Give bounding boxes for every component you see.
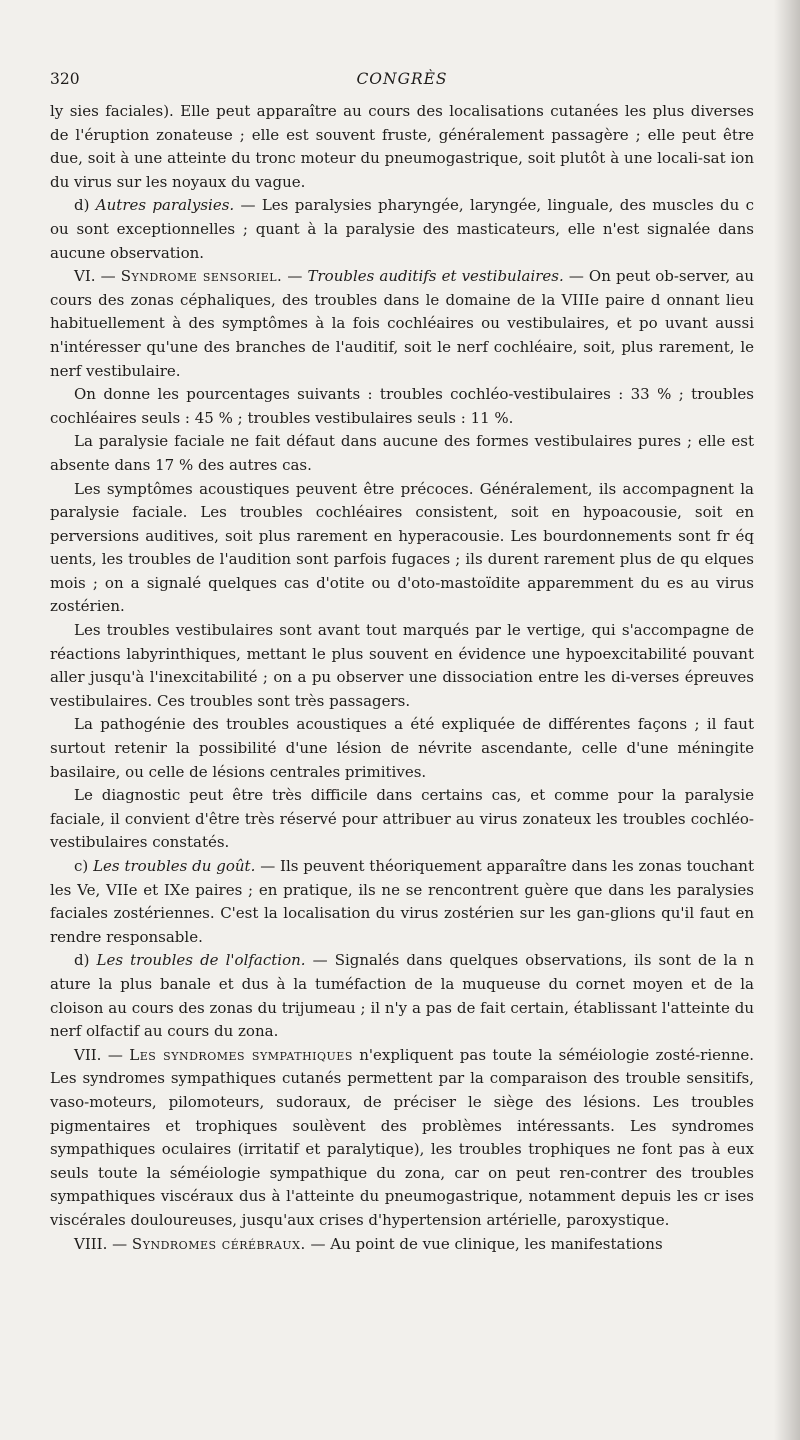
- section-dash: —: [282, 267, 308, 286]
- paragraph: [50, 430, 754, 477]
- body-text: [50, 100, 754, 1256]
- paragraph: [50, 855, 754, 949]
- paragraph-text: Les troubles vestibulaires sont avant tout marqués par le vertige, qui s'accompagne de réactions labyrinthiques, mettant le plus souvent en évidence une hypoexcitabilité pouvant aller jusqu'à l'inexcitabilité ; on a pu observer une dissociation entre les di-verses épreuves vestibulaires. Ces troubles sont très passagers.: [50, 621, 754, 710]
- paragraph-text: — Ils peuvent théoriquement apparaître dans les zonas touchant les Ve, VIIe et IXe paires ; en pratique, ils ne se rencontrent guère que dans les paralysies faciales zostériennes. C'est la localisation du virus zostérien sur les gan-glions qu'il faut en rendre responsable.: [50, 857, 754, 946]
- paragraph-text: On donne les pourcentages suivants : troubles cochléo-vestibulaires : 33 % ; troubles cochléaires seuls : 45 % ; troubles vestibulaires seuls : 11 %.: [50, 385, 754, 427]
- paragraph-text: Les symptômes acoustiques peuvent être précoces. Généralement, ils accompagnent la paralysie faciale. Les troubles cochléaires consistent, soit en hypoacousie, soit en perversions auditives, soit plus rarement en hyperacousie. Les bourdonnements sont fr éq uents, les troubles de l'audition sont parfois fugaces ; ils durent rarement plus de qu elques mois ; on a signalé quelques cas d'otite ou d'oto-mastoïdite apparemment du es au virus zostérien.: [50, 479, 754, 616]
- paragraph: [50, 194, 754, 265]
- paragraph-text: — Au point de vue clinique, les manifestations: [305, 1234, 663, 1253]
- paragraph: [50, 478, 754, 620]
- paragraph-text: n'expliquent pas toute la séméiologie zosté-rienne. Les syndromes sympathiques cutanés permettent par la comparaison des trouble sensitifs, vaso-moteurs, pilomoteurs, sudoraux, de préciser le siège des lésions. Les troubles pigmentaires et trophiques soulèvent des problèmes intéressants. Les syndromes sympathiques oculaires (irritatif et paralytique), les troubles trophiques ne font pas à eux seuls toute la séméiologie sympathique du zona, car on peut ren-contrer des troubles sympathiques viscéraux dus à l'atteinte du pneumogastrique, notamment depuis les cr ises viscérales douloureuses, jusqu'aux crises d'hypertension artérielle, paroxystique.: [50, 1045, 754, 1229]
- paragraph-title: Autres paralysies.: [95, 196, 235, 215]
- paragraph: [50, 619, 754, 713]
- paragraph-label: d): [74, 951, 97, 970]
- paragraph-text: La pathogénie des troubles acoustiques a été expliquée de différentes façons ; il faut surtout retenir la possibilité d'une lésion de névrite ascendante, celle d'une méningite basilaire, ou celle de lésions centrales primitives.: [50, 715, 754, 781]
- section-label: VI. —: [74, 267, 121, 286]
- paragraph: [50, 383, 754, 430]
- section-paragraph: [50, 1044, 754, 1233]
- paragraph-text: Le diagnostic peut être très difficile dans certains cas, et comme pour la paralysie faciale, il convient d'être très réservé pour attribuer au virus zonateux les troubles cochléo-vestibulaires constatés.: [50, 786, 754, 852]
- paragraph: [50, 949, 754, 1043]
- paragraph-text: — On peut ob-server, au cours des zonas céphaliques, des troubles dans le domaine de la VIIIe paire d onnant lieu habituellement à des symptômes à la fois cochléaires ou vestibulaires, et po uvant aussi n'intéresser qu'une des branches de l'auditif, soit le nerf cochléaire, soit, plus rarement, le nerf vestibulaire.: [50, 267, 754, 380]
- section-paragraph: [50, 1233, 754, 1257]
- page-header: [50, 70, 754, 98]
- paragraph-text: — Les paralysies pharyngée, laryngée, linguale, des muscles du c ou sont exceptionnelles ; quant à la paralysie des masticateurs, elle n'est signalée dans aucune observation.: [50, 196, 754, 262]
- running-head: CONGRÈS: [356, 70, 448, 88]
- paragraph-label: d): [74, 196, 96, 215]
- paragraph-title: Les troubles de l'olfaction.: [96, 951, 306, 970]
- paragraph-text: La paralysie faciale ne fait défaut dans aucune des formes vestibulaires pures ; elle est absente dans 17 % des autres cas.: [50, 432, 754, 474]
- page-edge-shadow: [774, 0, 800, 1440]
- page-number: 320: [50, 70, 80, 88]
- section-heading: Les syndromes sympathiques: [129, 1045, 353, 1064]
- section-paragraph: [50, 265, 754, 383]
- section-label: VII. —: [74, 1045, 130, 1064]
- paragraph: [50, 784, 754, 855]
- paragraph-label: c): [74, 857, 94, 875]
- paragraph: [50, 713, 754, 784]
- paragraph-title: Les troubles du goût.: [93, 857, 256, 875]
- section-title: Troubles auditifs et vestibulaires.: [307, 267, 564, 286]
- section-heading: Syndromes cérébraux.: [131, 1234, 306, 1253]
- paragraph: [50, 100, 754, 194]
- paragraph-text: — Signalés dans quelques observations, ils sont de la n ature la plus banale et dus à la tuméfaction de la muqueuse du cornet moyen et de la cloison au cours des zonas du trijumeau ; il n'y a pas de fait certain, établissant l'atteinte du nerf olfactif au cours du zona.: [50, 951, 754, 1041]
- section-heading: Syndrome sensoriel.: [120, 267, 283, 286]
- paragraph-text: ly sies faciales). Elle peut apparaître au cours des localisations cutanées les plus diverses de l'éruption zonateuse ; elle est souvent fruste, généralement passagère ; elle peut être due, soit à une atteinte du tronc moteur du pneumogastrique, soit plutôt à une locali-sat ion du virus sur les noyaux du vague.: [50, 102, 754, 191]
- section-label: VIII. —: [74, 1234, 132, 1253]
